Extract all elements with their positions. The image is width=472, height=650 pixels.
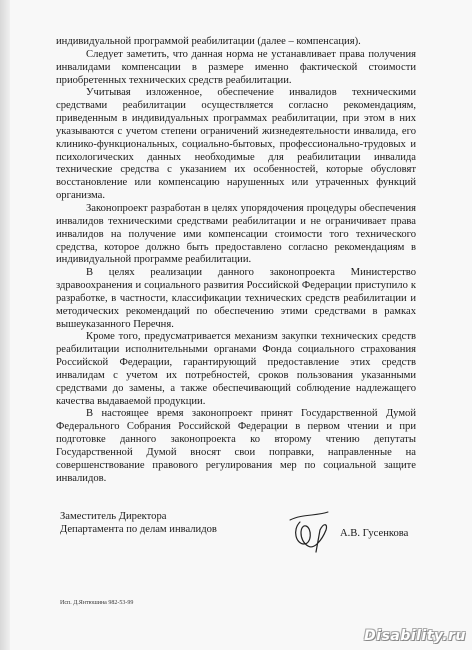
executor-note: Исп. Д.Янтюшина 982-53-99: [60, 600, 134, 606]
paragraph-4: В целях реализации данного законопроекта Министерство здравоохранения и социального развития Российской Федерации приступило к разработке, в частности, классификации технических средств реабилитации и методических рекомендаций по обеспечению этими средствами в рамках вышеуказанного Перечня.: [56, 267, 416, 330]
signatory-title-line2: Департамента по делам инвалидов: [60, 524, 217, 535]
signatory-title-line1: Заместитель Директора: [60, 511, 167, 522]
scan-edge: [0, 0, 10, 650]
paragraph-2: Учитывая изложенное, обеспечение инвалидов техническими средствами реабилитации осуществляется согласно рекомендациям, приведенным в индивидуальных программах реабилитации, при этом в них указываются с учетом степени ограничений жизнедеятельности инвалида, его клинико-функциональных, социально-бытовых, профессионально-трудовых и психологических данных необходимые для реабилитации инвалида технические средства с указанием их особенностей, которые обусловят восстановление или компенсацию нарушенных или утраченных функций организма.: [56, 87, 416, 202]
paragraph-1: Следует заметить, что данная норма не устанавливает права получения инвалидами компенсации в размере именно фактической стоимости приобретенных технических средств реабилитации.: [56, 48, 416, 86]
letter-body: [56, 36, 416, 486]
watermark: Disability.ru: [364, 628, 466, 644]
paragraph-3: Законопроект разработан в целях упорядочения процедуры обеспечения инвалидов техническими средствами реабилитации и не ограничивает права инвалидов на получение ими компенсации стоимости того технического средства, которое должно быть предоставлено согласно рекомендациям в индивидуальной программе реабилитации.: [56, 202, 416, 266]
handwritten-signature: [282, 500, 342, 562]
paragraph-5: Кроме того, предусматривается механизм закупки технических средств реабилитации исполнительными органами Фонда социального страхования Российской Федерации, гарантирующий предоставление этих средств инвалидам с учетом их потребностей, сроков пользования указанными средствами до замены, а также обеспечивающий соблюдение надлежащего качества выдаваемой продукции.: [56, 331, 416, 407]
paragraph-0: индивидуальной программой реабилитации (далее – компенсация).: [56, 36, 361, 47]
signatory-name: А.В. Гусенкова: [340, 528, 409, 539]
paragraph-6: В настоящее время законопроект принят Государственной Думой Федерального Собрания Российской Федерации в первом чтении и при подготовке данного законопроекта ко второму чтению депутаты Государственной Думой вносят свои поправки, направленные на совершенствование правового регулирования мер по социальной защите инвалидов.: [56, 408, 416, 484]
